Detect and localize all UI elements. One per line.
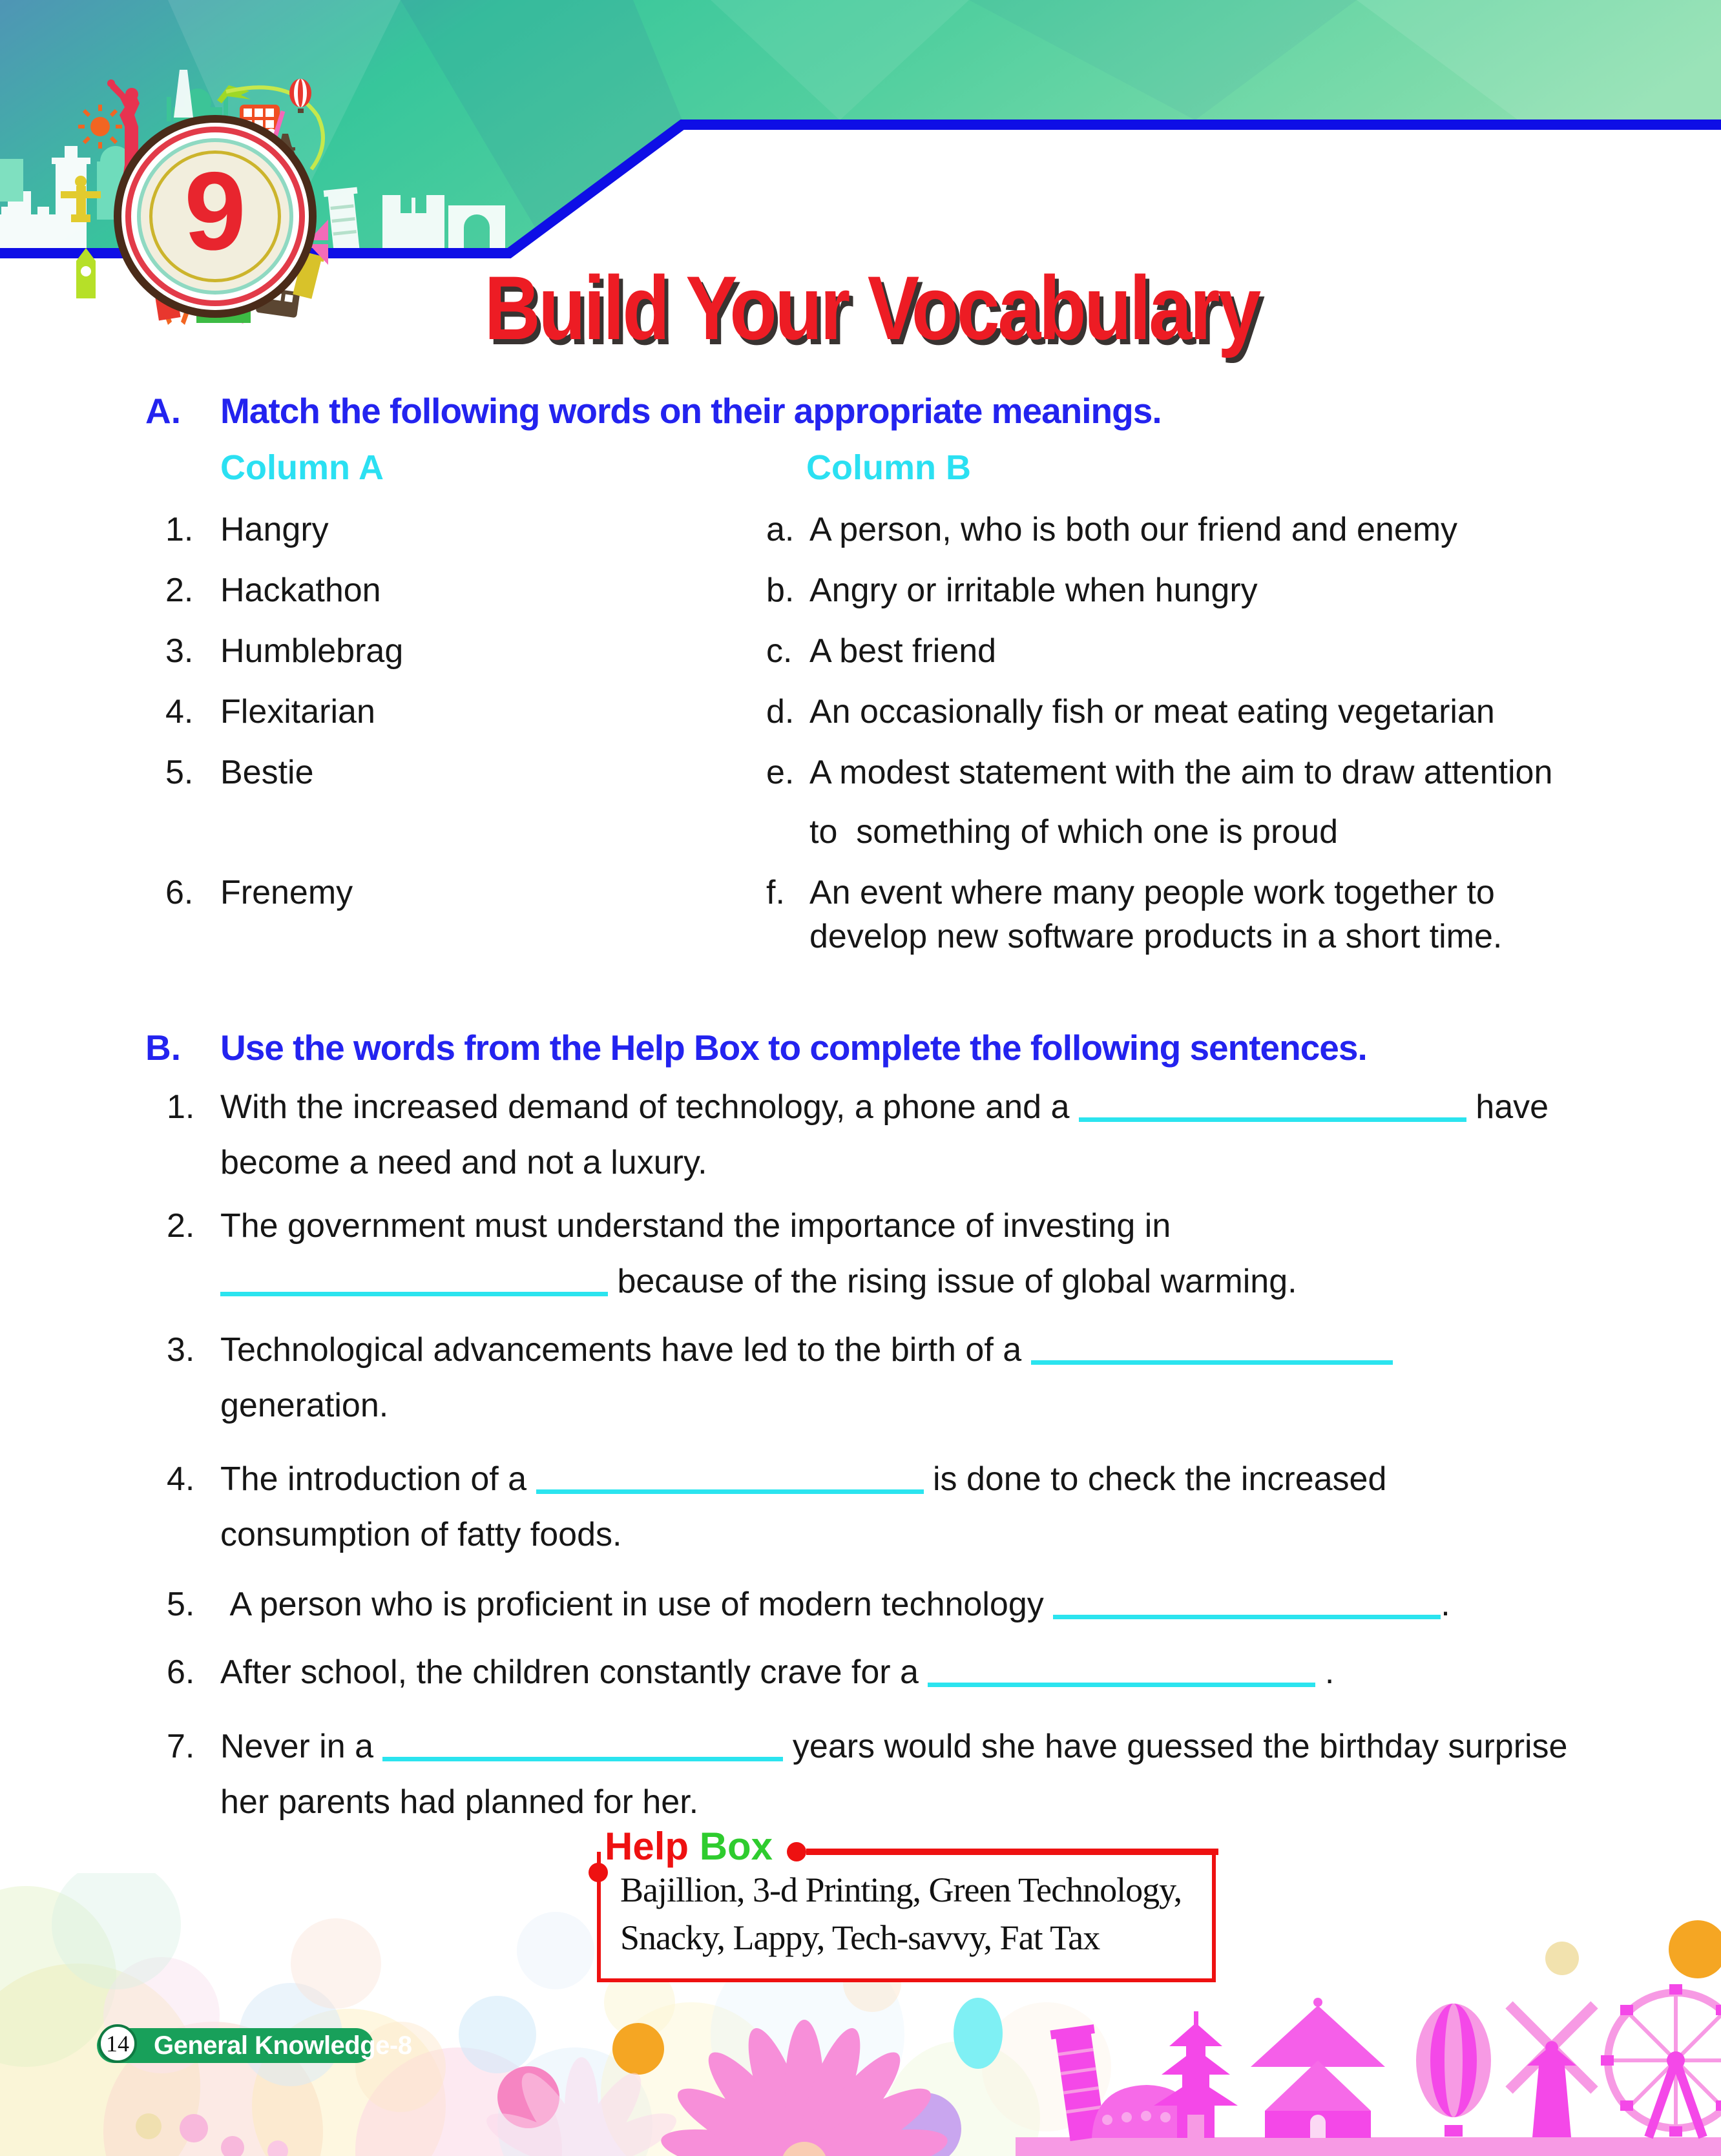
- match-word: Flexitarian: [220, 693, 375, 731]
- match-letter: b.: [766, 572, 795, 609]
- match-meaning-line2: to something of which one is proud: [809, 813, 1339, 851]
- column-b-header: Column B: [806, 448, 971, 487]
- match-number: 5.: [165, 754, 194, 791]
- sentence-text: Technological advancements have led to the birth of a: [220, 1331, 1031, 1369]
- sentence-text: .: [1441, 1586, 1450, 1623]
- match-number: 3.: [165, 632, 194, 670]
- match-meaning-line2: develop new software products in a short time.: [809, 918, 1503, 955]
- section-a-heading: [0, 390, 1721, 431]
- fill-in-blank: [1079, 1088, 1466, 1122]
- help-box-words-line2: Snacky, Lappy, Tech-savvy, Fat Tax: [620, 1918, 1100, 1957]
- double-decker-bus-icon: [240, 105, 280, 138]
- book-title: General Knowledge-8: [154, 2031, 412, 2060]
- section-a-label: A.: [145, 391, 181, 431]
- help-box-connector-line: [806, 1849, 1218, 1855]
- match-letter: a.: [766, 511, 795, 548]
- match-word: Frenemy: [220, 874, 353, 911]
- help-box-title-help: Help: [605, 1825, 689, 1868]
- match-letter: c.: [766, 632, 793, 670]
- sentence-text: A person who is proficient in use of modern technology: [220, 1586, 1054, 1623]
- help-box-title: [605, 1824, 773, 1869]
- sentence-text: With the increased demand of technology, a phone and a: [220, 1088, 1079, 1126]
- sentence-number: 3.: [167, 1331, 195, 1369]
- match-number: 2.: [165, 572, 194, 609]
- match-meaning: An event where many people work together to: [809, 874, 1495, 911]
- page-number-circle: [98, 2024, 137, 2063]
- sentence-number: 2.: [167, 1207, 195, 1245]
- match-word: Bestie: [220, 754, 314, 791]
- section-a-instruction: Match the following words on their appropriate meanings.: [220, 391, 1162, 431]
- page-title: Build Your Vocabulary: [484, 257, 1259, 358]
- match-letter: f.: [766, 874, 785, 911]
- sentence-text: .: [1315, 1653, 1335, 1691]
- temple-pink: [1251, 1998, 1385, 2138]
- fill-in-blank: [536, 1460, 924, 1494]
- fill-in-blank: [1053, 1585, 1441, 1619]
- fill-in-blank: [220, 1262, 608, 1296]
- match-number: 4.: [165, 693, 194, 731]
- sentence-text: her parents had planned for her.: [220, 1783, 699, 1821]
- column-a-header: Column A: [220, 448, 384, 487]
- chapter-number: 9: [184, 149, 246, 273]
- match-meaning: Angry or irritable when hungry: [809, 572, 1258, 609]
- match-meaning: An occasionally fish or meat eating vegetarian: [809, 693, 1495, 731]
- column-headers: [0, 447, 1721, 488]
- section-b-heading: [0, 1027, 1721, 1068]
- page-number: 14: [106, 2031, 129, 2057]
- sentence-text: because of the rising issue of global warming.: [608, 1263, 1297, 1300]
- sentence-number: 1.: [167, 1088, 195, 1126]
- match-letter: d.: [766, 693, 795, 731]
- sentence-text: The introduction of a: [220, 1460, 536, 1498]
- sentence-text: is done to check the increased: [923, 1460, 1387, 1498]
- match-number: 6.: [165, 874, 194, 911]
- section-b-label: B.: [145, 1028, 181, 1068]
- sentence-number: 7.: [167, 1728, 195, 1765]
- help-box-words-line1: Bajillion, 3-d Printing, Green Technology,: [620, 1871, 1182, 1909]
- match-meaning: A modest statement with the aim to draw attention: [809, 754, 1553, 791]
- sentence-number: 6.: [167, 1653, 195, 1691]
- sentence-text: have: [1466, 1088, 1549, 1126]
- help-box-dot: [787, 1842, 806, 1861]
- match-letter: e.: [766, 754, 795, 791]
- sentence-text: The government must understand the importance of investing in: [220, 1207, 1171, 1245]
- sentence-text: become a need and not a luxury.: [220, 1144, 707, 1181]
- match-meaning: A person, who is both our friend and enemy: [809, 511, 1458, 548]
- match-meaning: A best friend: [809, 632, 997, 670]
- sentence-text: consumption of fatty foods.: [220, 1516, 622, 1553]
- sentence-text: Never in a: [220, 1728, 383, 1765]
- notre-dame-illustration: [382, 195, 444, 253]
- fill-in-blank: [928, 1653, 1315, 1687]
- sentence-number: 4.: [167, 1460, 195, 1498]
- fill-in-blank: [1031, 1331, 1393, 1365]
- section-b-instruction: Use the words from the Help Box to complete the following sentences.: [220, 1028, 1367, 1068]
- fill-in-blank: [382, 1727, 783, 1761]
- sentence-text: generation.: [220, 1387, 389, 1424]
- pink-skyline: [1016, 1984, 1721, 2156]
- match-number: 1.: [165, 511, 194, 548]
- windmill-pink: [1509, 2005, 1594, 2137]
- help-box-dot: [589, 1863, 608, 1882]
- sentence-text: After school, the children constantly crave for a: [220, 1653, 928, 1691]
- help-box-title-box: Box: [699, 1825, 773, 1868]
- match-word: Hackathon: [220, 572, 381, 609]
- balloon-pink: [1416, 2004, 1491, 2137]
- match-word: Humblebrag: [220, 632, 404, 670]
- sentence-number: 5.: [167, 1586, 195, 1623]
- help-box: [597, 1852, 1216, 1982]
- match-word: Hangry: [220, 511, 329, 548]
- ferris-wheel-pink: [1601, 1984, 1721, 2137]
- sentence-text: years would she have guessed the birthday surprise: [783, 1728, 1568, 1765]
